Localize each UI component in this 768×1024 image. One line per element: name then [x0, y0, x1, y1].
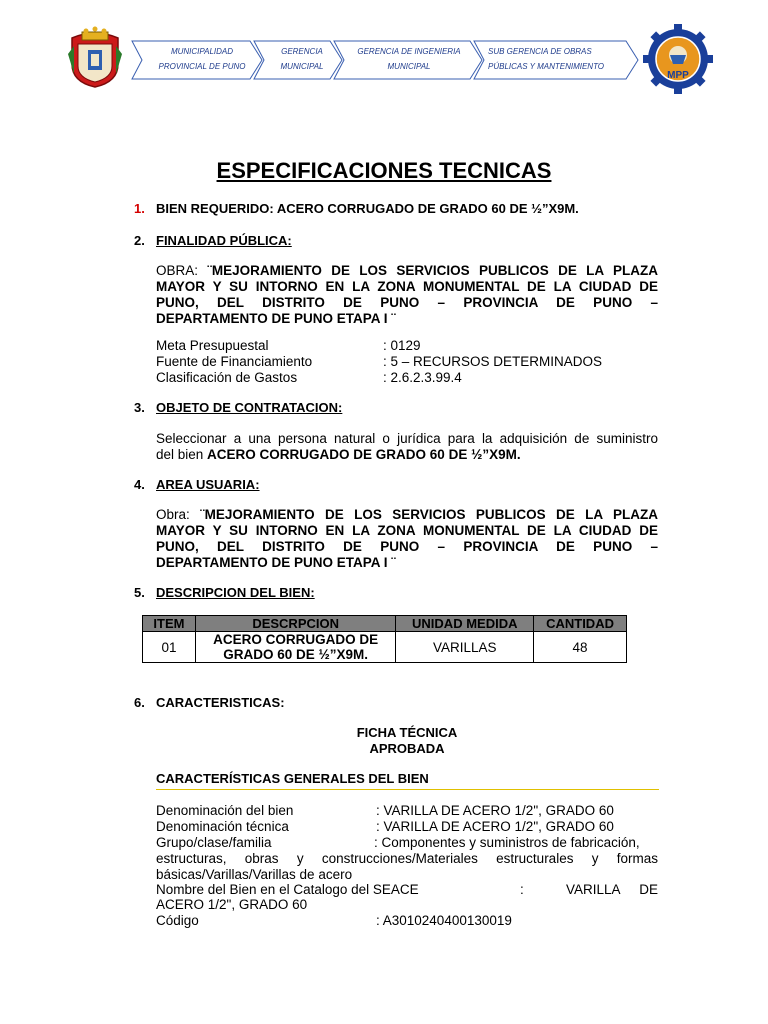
denominacion-tecnica-label: Denominación técnica	[156, 819, 289, 834]
cell-cantidad: 48	[534, 632, 627, 663]
caracteristicas-subheading: CARACTERÍSTICAS GENERALES DEL BIEN	[156, 771, 429, 786]
denominacion-bien-label: Denominación del bien	[156, 803, 294, 818]
catalogo-value-continuation: ACERO 1/2", GRADO 60	[156, 897, 308, 912]
section-5-label: DESCRIPCION DEL BIEN:	[156, 585, 315, 600]
section-5-number: 5.	[134, 585, 145, 600]
cell-item: 01	[143, 632, 196, 663]
codigo-label: Código	[156, 913, 199, 928]
clasificacion-label: Clasificación de Gastos	[156, 370, 298, 385]
section-6-number: 6.	[134, 695, 145, 710]
grupo-label: Grupo/clase/familia	[156, 835, 272, 850]
codigo-value: : A3010240400130019	[376, 913, 512, 928]
section-2-label: FINALIDAD PÚBLICA:	[156, 233, 292, 248]
denominacion-bien-value: : VARILLA DE ACERO 1/2", GRADO 60	[376, 803, 614, 818]
table-header-row	[143, 616, 627, 632]
section-4-label: AREA USUARIA:	[156, 477, 260, 492]
denominacion-tecnica-value: : VARILLA DE ACERO 1/2", GRADO 60	[376, 819, 614, 834]
clasificacion-value: : 2.6.2.3.99.4	[383, 370, 462, 385]
breadcrumb-item-municipalidad: MUNICIPALIDAD PROVINCIAL DE PUNO	[158, 47, 246, 71]
section-6-label: CARACTERISTICAS:	[156, 695, 285, 710]
section-1-number: 1.	[134, 201, 145, 216]
meta-label: Meta Presupuestal	[156, 338, 269, 353]
header-item: ITEM	[143, 616, 196, 632]
section-2-number: 2.	[134, 233, 145, 248]
breadcrumb	[130, 40, 640, 80]
page-title: ESPECIFICACIONES TECNICAS	[216, 158, 552, 183]
grupo-continuation: estructuras, obras y construcciones/Materiales estructurales y formas básicas/Varillas/Varillas de acero	[156, 851, 658, 882]
fuente-value: : 5 – RECURSOS DETERMINADOS	[383, 354, 603, 369]
finalidad-obra-paragraph: OBRA: ¨MEJORAMIENTO DE LOS SERVICIOS PUBLICOS DE LA PLAZA MAYOR Y SU INTORNO EN LA ZONA MONUMENTAL DE LA CIUDAD DE PUNO, DEL DISTRITO DE PUNO – PROVINCIA DE PUNO – DEPARTAMENTO DE PUNO ETAPA I ¨	[156, 263, 658, 326]
header-cantidad: CANTIDAD	[534, 616, 627, 632]
header-descripcion: DESCRPCION	[195, 616, 396, 632]
section-4-number: 4.	[134, 477, 145, 492]
breadcrumb-item-gerencia-ingenieria: GERENCIA DE INGENIERIA MUNICIPAL	[357, 47, 461, 71]
subheading-divider	[156, 789, 659, 790]
logo-text: MPP	[667, 70, 689, 81]
catalogo-value: VARILLA DE	[566, 882, 658, 897]
breadcrumb-item-sub-gerencia: SUB GERENCIA DE OBRAS PÚBLICAS Y MANTENIMIENTO	[488, 47, 605, 71]
cell-unidad: VARILLAS	[396, 632, 534, 663]
section-3-label: OBJETO DE CONTRATACION:	[156, 400, 343, 415]
breadcrumb-item-gerencia: GERENCIA MUNICIPAL	[280, 47, 324, 71]
fuente-label: Fuente de Financiamiento	[156, 354, 313, 369]
grupo-value: : Componentes y suministros de fabricación,	[374, 835, 640, 850]
objeto-paragraph: Seleccionar a una persona natural o jurídica para la adquisición de suministro del bien ACERO CORRUGADO DE GRADO 60 DE ½”X9M.	[156, 431, 658, 462]
meta-value: : 0129	[383, 338, 421, 353]
area-usuaria-paragraph: Obra: ¨MEJORAMIENTO DE LOS SERVICIOS PUBLICOS DE LA PLAZA MAYOR Y SU INTORNO EN LA ZONA MONUMENTAL DE LA CIUDAD DE PUNO, DEL DISTRITO DE PUNO – PROVINCIA DE PUNO – DEPARTAMENTO DE PUNO ETAPA I ¨	[156, 507, 658, 570]
header-unidad: UNIDAD MEDIDA	[396, 616, 534, 632]
cell-descripcion: ACERO CORRUGADO DE GRADO 60 DE ½”X9M.	[195, 632, 396, 663]
section-3-number: 3.	[134, 400, 145, 415]
catalogo-label: Nombre del Bien en el Catalogo del SEACE	[156, 882, 419, 897]
ficha-tecnica-heading: FICHA TÉCNICA APROBADA	[356, 725, 458, 756]
table-row	[143, 632, 627, 663]
catalogo-colon: :	[520, 882, 524, 897]
items-table	[142, 615, 627, 663]
municipality-coat-of-arms-logo	[66, 24, 124, 88]
section-1-label: BIEN REQUERIDO: ACERO CORRUGADO DE GRADO 60 DE ½”X9M.	[156, 201, 579, 216]
engineering-gear-logo	[643, 24, 713, 94]
